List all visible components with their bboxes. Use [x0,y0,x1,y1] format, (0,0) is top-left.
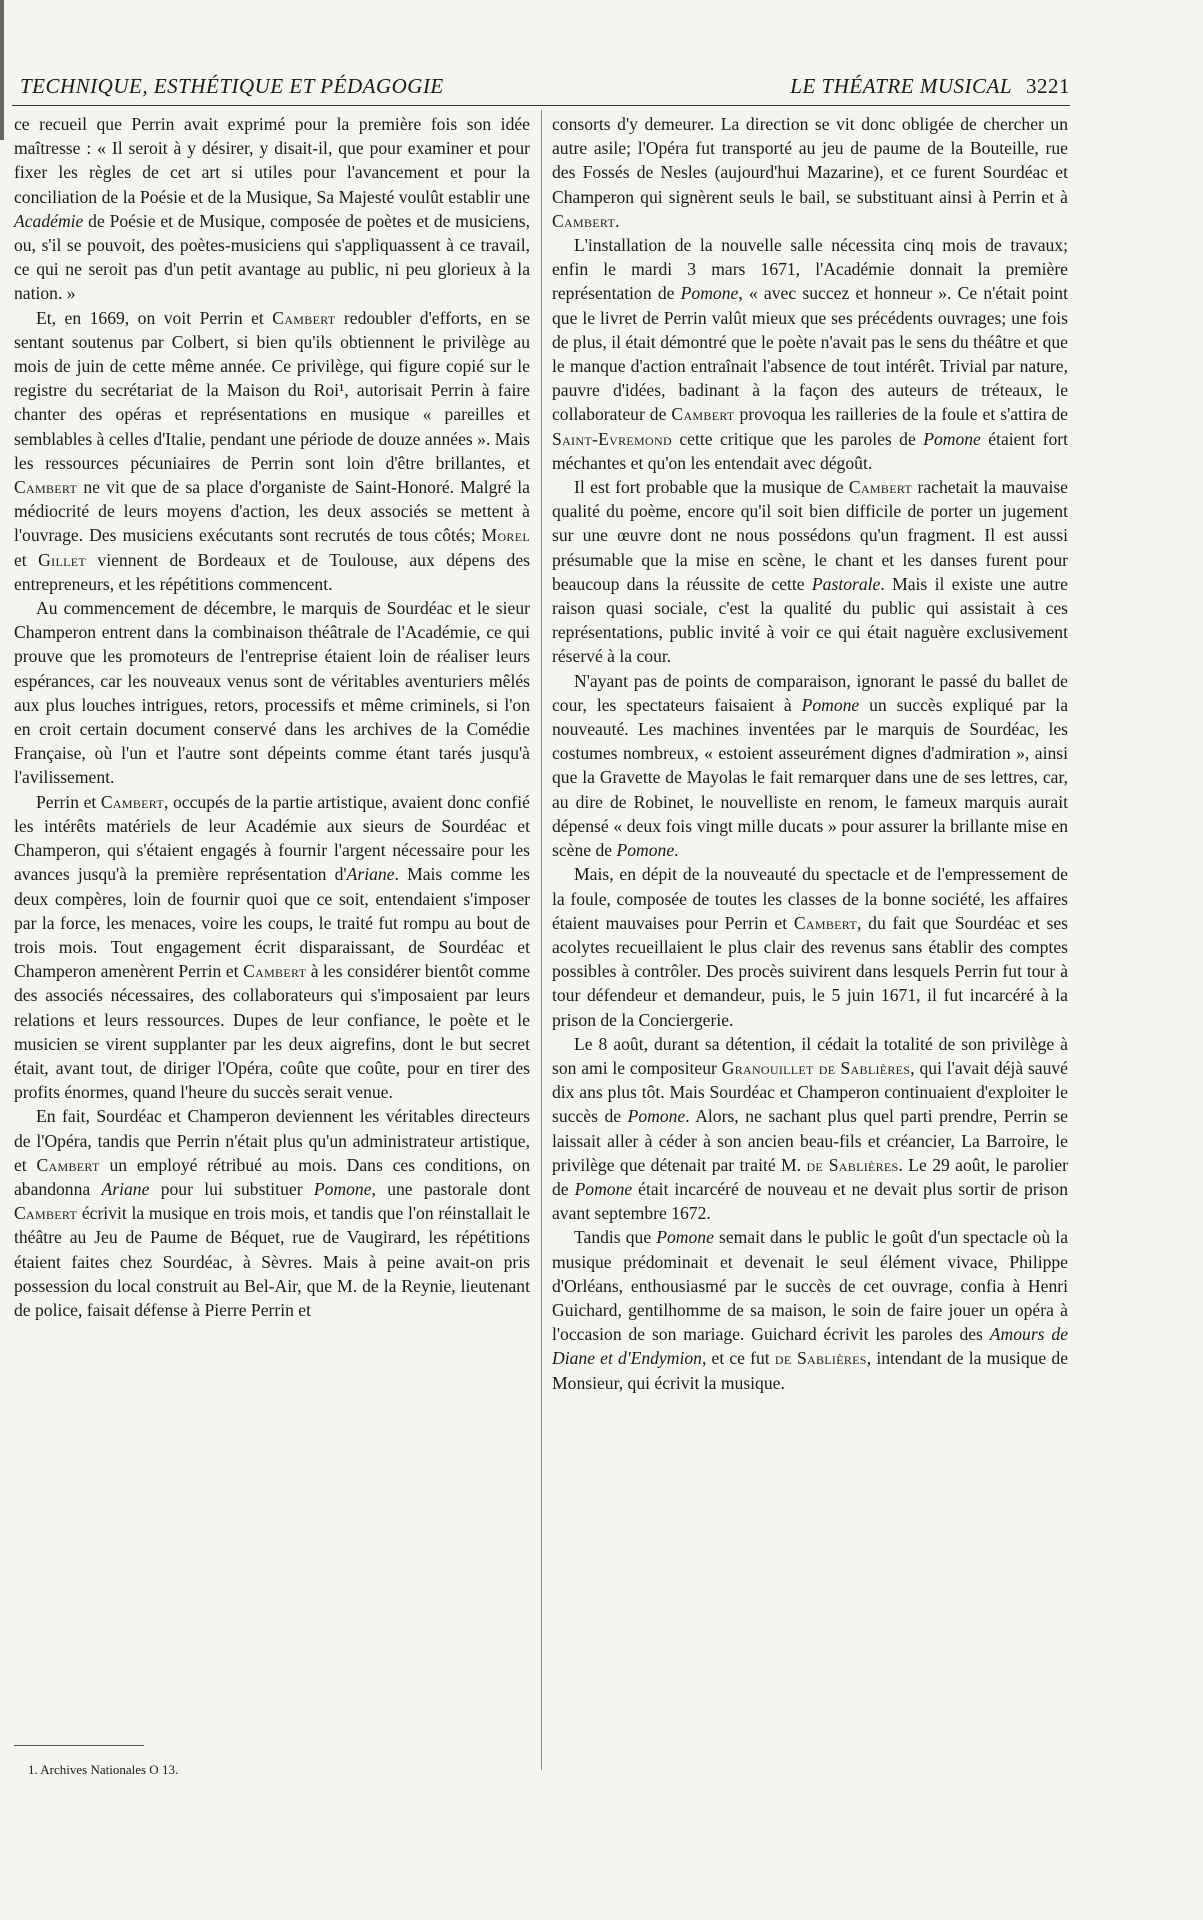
text-run: ce recueil que Perrin avait exprimé pour la première fois son idée maîtresse : « Il seroit à y désirer, y disait-il, que pour examiner et pour fixer les règles de cet art si utiles pour l'avancement et pour la conciliation de la Poésie et de la Musique, Sa Majesté voulût establir une [14,114,530,207]
text-run: viennent de Bordeaux et de Toulouse, aux dépens des entrepreneurs, et les répétitions commencent. [14,549,530,594]
small-caps-name: Cambert [243,961,307,982]
text-run: Il est fort probable que la musique de [574,477,849,498]
text-run: était incarcéré de nouveau et ne devait plus sortir de prison avant septembre 1672. [552,1178,1068,1224]
small-caps-name: Cambert [671,404,735,425]
header-rule [12,105,1070,106]
small-caps-name: Gillet [38,549,86,570]
right-column [552,112,1068,1395]
small-caps-name: Cambert [100,791,165,812]
text-run: . [615,210,620,231]
text-run: N'ayant pas de points de comparaison, ignorant le passé du ballet de cour, les spectateurs faisaient à [552,670,1068,715]
paragraph [552,669,1068,863]
italic-title: Pomone [801,694,860,715]
small-caps-name: Cambert [552,210,616,231]
paragraph [14,112,530,306]
small-caps-name: Cambert [14,1203,78,1224]
small-caps-name: Cambert [272,307,336,328]
text-run: semait dans le public le goût d'un spectacle où la musique prédominait et devenait le seul élément vivace, Philippe d'Orléans, enthousiasmé par le succès de cet ouvrage, confia à Henri Guichard, gentilhomme de sa maison, le soin de faire jouer un opéra à l'occasion de son mariage. Guichard écrivit les paroles des [552,1227,1068,1345]
small-caps-name: Cambert [793,912,857,933]
header-section-title: TECHNIQUE, ESTHÉTIQUE ET PÉDAGOGIE [20,74,444,98]
small-caps-name: de Sablières [774,1348,867,1369]
text-run: . [674,840,679,861]
left-column [14,112,530,1322]
text-run: de Poésie et de Musique, composée de poètes et de musiciens, ou, s'il se pouvoit, des poètes-musiciens qui s'appliquassent à ce travail, ce qui ne seroit pas d'un petit avantage au public, ni peu glorieux à la nation. » [14,210,530,304]
running-header [20,74,1070,104]
text-run: rachetait la mauvaise qualité du poème, encore qu'il soit bien difficile de porter un jugement sur une œuvre dont ne nous possédons qu'un fragment. Il est aussi présumable que la mise en scène, le chant et les danses furent pour beaucoup dans la réussite de cette [552,477,1068,594]
text-run: ne vit que de sa place d'organiste de Saint-Honoré. Malgré la médiocrité de leurs moyens d'action, les deux associés se mettent à l'ouvrage. Des musiciens exécutants sont recrutés de tous côtés; [14,477,530,546]
italic-title: Pastorale [811,573,881,594]
text-run: et [14,549,39,570]
text-run: , et ce fut [701,1348,775,1369]
text-run: consorts d'y demeurer. La direction se vit donc obligée de chercher un autre asile; l'Opéra fut transporté au jeu de paume de la Bouteille, rue des Fossés de Nesles (aujourd'hui Mazarine), et ce furent Sourdéac et Champeron qui signèrent seuls le bail, se substituant ainsi à Perrin et à [552,114,1068,207]
text-run: étaient fort méchantes et qu'on les entendait avec dégoût. [552,428,1068,473]
paragraph [14,596,530,790]
small-caps-name: Granouillet de Sablières [721,1057,911,1078]
paragraph [552,475,1068,669]
italic-title: Pomone [680,283,739,304]
small-caps-name: Saint-Evremond [552,428,672,449]
small-caps-name: Cambert [848,477,913,498]
small-caps-name: Cambert [36,1154,100,1175]
header-right [790,74,1070,99]
scan-edge [0,0,4,140]
text-run: , une pastorale dont [371,1178,531,1199]
text-run: L'installation de la nouvelle salle nécessita cinq mois de travaux; enfin le mardi 3 mars 1671, l'Académie donnait la première représentation de [552,235,1068,304]
text-run: écrivit la musique en trois mois, et tandis que l'on réinstallait le théâtre au Jeu de Paume de Béquet, rue de Vaugirard, les répétitions étaient faites chez Sourdéac, à Sèvres. Mais à peine avait-on pris possession du local construit au Bel-Air, que M. de la Reynie, lieutenant de police, faisait défense à Pierre Perrin et [14,1203,530,1320]
paragraph [14,306,530,596]
paragraph [552,112,1068,233]
text-run: , qui l'avait déjà sauvé dix ans plus tôt. Mais Sourdéac et Champeron continuaient d'exploiter le succès de [552,1057,1068,1127]
text-run: provoqua les railleries de la foule et s'attira de [734,404,1068,425]
paragraph [552,1225,1068,1394]
italic-title: Amours de Diane et d'Endymion [552,1324,1069,1369]
text-run: Perrin et [36,791,101,812]
page-number: 3221 [1026,74,1070,98]
italic-title: Pomone [313,1178,372,1199]
footnote: 1. Archives Nationales O 13. [28,1762,179,1777]
italic-title: Académie [14,210,84,231]
paragraph [14,1104,530,1322]
small-caps-name: Cambert [14,477,78,498]
header-chapter-title: LE THÉATRE MUSICAL [790,74,1012,98]
paragraph [14,790,530,1105]
text-run: Et, en 1669, on voit Perrin et [36,307,273,328]
column-divider [541,110,542,1770]
small-caps-name: Morel [481,525,530,546]
text-run: En fait, Sourdéac et Champeron deviennent les véritables directeurs de l'Opéra, tandis que Perrin n'était plus qu'un administrateur artistique, et [14,1106,530,1175]
text-run: un employé rétribué au mois. Dans ces conditions, on abandonna [14,1154,530,1199]
italic-title: Pomone [627,1106,686,1127]
paragraph [552,233,1068,475]
text-run: pour lui substituer [149,1178,314,1199]
paragraph [552,1032,1068,1226]
text-run: un succès expliqué par la nouveauté. Les machines inventées par le marquis de Sourdéac, les costumes nombreux, « estoient asseurément dignes d'admiration », ainsi que la Gravette de Mayolas le fait remarquer dans une de ses lettres, car, au dire de Robinet, le nouvelliste en renom, le fameux marquis aurait dépensé « deux fois vingt mille ducats » pour assurer la brillante mise en scène de [552,694,1068,861]
italic-title: Ariane [346,864,395,885]
text-run: Mais, en dépit de la nouveauté du spectacle et de l'empressement de la foule, composée de toutes les classes de la bonne société, les affaires étaient mauvaises pour Perrin et [552,864,1068,933]
italic-title: Pomone [923,428,981,449]
text-run: . Mais il existe une autre raison quasi sociale, c'est la qualité du public qui assistait à ces représentations, public invité à voir ce qui était naguère exclusivement réservé à la cour. [552,573,1068,667]
italic-title: Pomone [616,840,675,861]
text-run: Tandis que [574,1227,657,1248]
text-run: , « avec succez et honneur ». Ce n'était point que le livret de Perrin valût mieux que ses précédents ouvrages; une fois de plus, il était démontré que le poète n'avait pas le sens du théâtre et que le manque d'action entraînait l'absence de tout intérêt. Trivial par nature, pauvre d'idées, badinant à la façon des auteurs de tréteaux, le collaborateur de [552,283,1068,425]
italic-title: Pomone [656,1227,714,1248]
text-run: Au commencement de décembre, le marquis de Sourdéac et le sieur Champeron entrent dans la combinaison théâtrale de l'Académie, ce qui prouve que les promoteurs de l'entreprise étaient loin de réaliser leurs espérances, car les nouveaux venus sont de véritables aventuriers mêlés aux plus louches intrigues, retors, processifs et même criminels, si l'on en croit certain document conservé dans les archives de la Comédie Française, où l'un et l'autre sont dépeints comme étant tarés jusqu'à l'avilissement. [14,598,530,788]
text-run: . Mais comme les deux compères, loin de fournir quoi que ce soit, entendaient s'imposer par la force, les menaces, voire les coups, le traité fut rompu au bout de trois mois. Tout engagement écrit disparaissant, de Sourdéac et Champeron amenèrent Perrin et [14,864,530,982]
footnote-rule [14,1745,144,1746]
italic-title: Pomone [574,1178,633,1199]
text-run: , occupés de la partie artistique, avaient donc confié les intérêts matériels de leur Académie aux sieurs de Sourdéac et Champeron, qui s'étaient engagés à fournir l'argent nécessaire pour les avances jusqu'à la première représentation d' [14,791,530,885]
text-run: , intendant de la musique de Monsieur, qui écrivit la musique. [552,1348,1069,1393]
text-run: . Le 29 août, le parolier de [552,1154,1068,1199]
text-run: cette critique que les paroles de [671,428,924,449]
italic-title: Ariane [101,1178,150,1199]
text-run: Le 8 août, durant sa détention, il cédait la totalité de son privilège à son ami le compositeur [552,1033,1068,1078]
text-run: . Alors, ne sachant plus quel parti prendre, Perrin se laissait aller à céder à son ancien beau-fils et créancier, La Barroire, le privilège que détenait par traité M. [552,1106,1068,1175]
text-run: à les considérer bientôt comme des associés nécessaires, des collaborateurs qui s'imposaient par leurs relations et leurs ressources. Dupes de leur confiance, le poète et le musicien se virent supplanter par les deux aigrefins, dont le but secret était, avant tout, de diriger l'Opéra, coûte que coûte, pour en tirer des profits énormes, quand l'heure du succès serait venue. [14,961,531,1103]
text-run: , du fait que Sourdéac et ses acolytes recueillaient le plus clair des revenus sans établir des comptes possibles à contrôler. Des procès suivirent dans lesquels Perrin fut tour à tour défendeur et demandeur, puis, le 5 juin 1671, il fut incarcéré à la prison de la Conciergerie. [552,912,1068,1030]
text-run: redoubler d'efforts, en se sentant soutenus par Colbert, si bien qu'ils obtiennent le privilège au mois de juin de cette même année. Ce privilège, qui figure copié sur le registre du secrétariat de la Maison du Roi¹, autorisait Perrin à faire chanter des opéras et représentations en musique « pareilles et semblables à celles d'Italie, pendant une période de douze années ». Mais les ressources pécuniaires de Perrin sont loin d'être brillantes, et [14,307,531,473]
small-caps-name: de Sablières [806,1154,899,1175]
paragraph [552,862,1068,1031]
